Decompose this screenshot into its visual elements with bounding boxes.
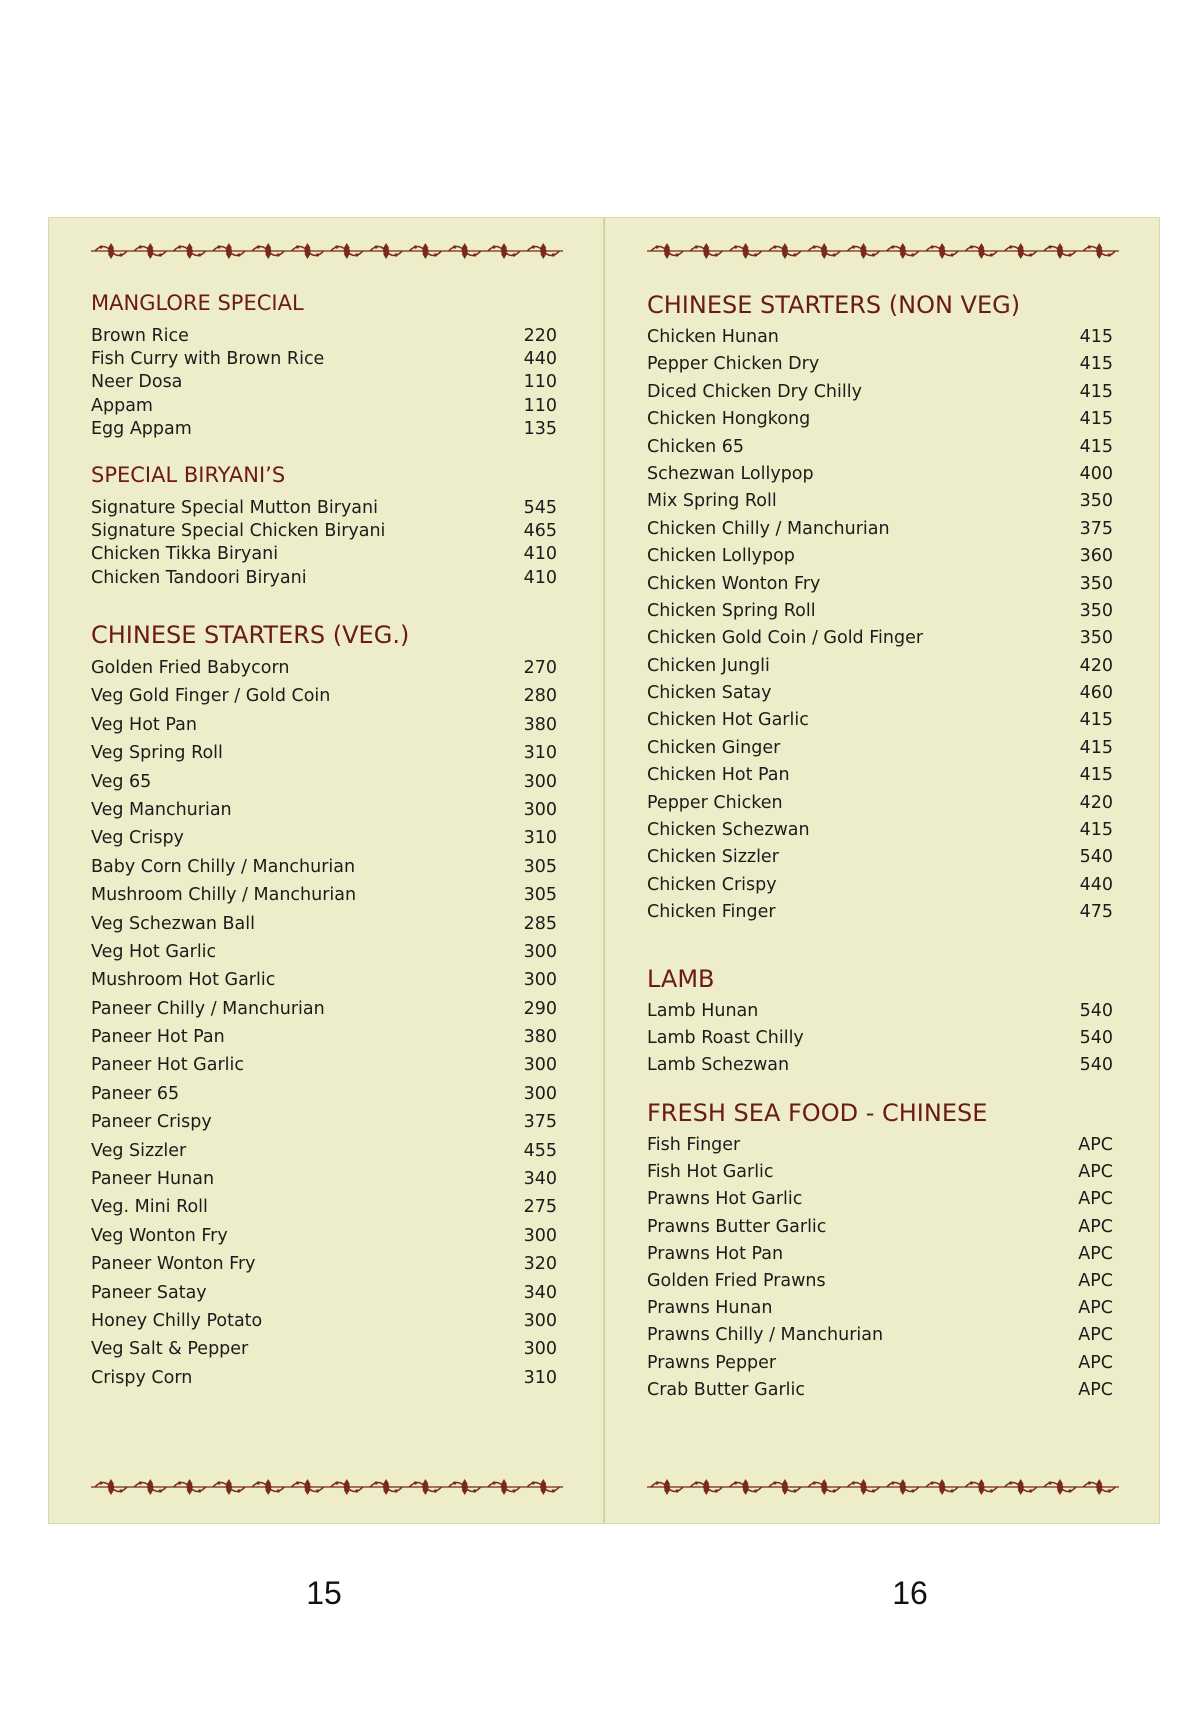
- menu-item: [91, 910, 557, 938]
- menu-item-price: 545: [523, 498, 557, 518]
- menu-item-name: Golden Fried Prawns: [647, 1270, 826, 1291]
- ornament-border-icon: [647, 1476, 1119, 1498]
- menu-item: [91, 966, 557, 994]
- menu-item: [91, 371, 557, 394]
- menu-item-name: Chicken Satay: [647, 683, 772, 704]
- menu-item: [647, 1186, 1113, 1213]
- menu-item-name: Lamb Roast Chilly: [647, 1028, 804, 1049]
- menu-item-name: Prawns Butter Garlic: [647, 1216, 827, 1237]
- page-number-15: 15: [306, 1575, 342, 1611]
- menu-item: [91, 853, 557, 881]
- section-special-biryanis: [91, 462, 557, 590]
- menu-item: [647, 1268, 1113, 1295]
- menu-item-price: 285: [523, 913, 557, 934]
- menu-item-name: Appam: [91, 395, 153, 416]
- menu-item-name: Mushroom Chilly / Manchurian: [91, 885, 357, 906]
- section-heading: SPECIAL BIRYANI’S: [91, 463, 286, 487]
- menu-item: [91, 543, 557, 566]
- menu-item-name: Brown Rice: [91, 326, 189, 346]
- menu-item: [91, 654, 557, 682]
- menu-item: [91, 796, 557, 824]
- menu-item-price: 300: [523, 1225, 557, 1246]
- menu-item: [91, 768, 557, 796]
- menu-page-15: [48, 217, 604, 1524]
- menu-item: [647, 571, 1113, 598]
- menu-item-name: Veg Crispy: [91, 828, 184, 849]
- menu-item-price: 380: [523, 714, 557, 735]
- menu-item-name: Chicken Crispy: [647, 874, 777, 895]
- menu-item-price: 375: [523, 1112, 557, 1133]
- menu-item-price: 310: [523, 743, 557, 764]
- section-heading: LAMB: [647, 965, 715, 993]
- menu-item: [91, 520, 557, 543]
- menu-item: [647, 1322, 1113, 1349]
- menu-item-name: Veg Hot Garlic: [91, 941, 217, 962]
- menu-item: [91, 567, 557, 590]
- menu-item-price: 400: [1079, 463, 1113, 484]
- menu-item: [91, 1222, 557, 1250]
- menu-item-name: Crispy Corn: [91, 1367, 193, 1388]
- menu-item: [647, 598, 1113, 625]
- menu-item: [647, 1132, 1113, 1159]
- page-number-16: 16: [892, 1575, 928, 1611]
- menu-item-price: 415: [1079, 737, 1113, 758]
- ornament-border-icon: [647, 240, 1119, 262]
- menu-item-name: Veg. Mini Roll: [91, 1197, 208, 1218]
- menu-item-name: Lamb Hunan: [647, 1001, 759, 1021]
- menu-item-name: Chicken Tikka Biryani: [91, 544, 279, 565]
- menu-item-price: 305: [523, 856, 557, 877]
- menu-item: [647, 1025, 1113, 1052]
- ornament-border-icon: [91, 1476, 563, 1498]
- menu-item-price: 415: [1079, 436, 1113, 457]
- menu-item-price: 275: [523, 1197, 557, 1218]
- menu-item-price: 350: [1079, 491, 1113, 512]
- menu-item-price: 415: [1079, 820, 1113, 841]
- menu-item-name: Prawns Hot Garlic: [647, 1189, 803, 1210]
- menu-item: [91, 1250, 557, 1278]
- menu-item-name: Chicken Chilly / Manchurian: [647, 518, 890, 539]
- menu-item-price: 415: [1079, 327, 1113, 347]
- menu-item-name: Paneer Chilly / Manchurian: [91, 998, 325, 1019]
- menu-item-price: 380: [523, 1027, 557, 1048]
- menu-item-price: 110: [523, 372, 557, 393]
- menu-item-price: 340: [523, 1169, 557, 1190]
- menu-item-price: 110: [523, 395, 557, 416]
- menu-item-price: 300: [523, 1055, 557, 1076]
- menu-item-price: APC: [1078, 1352, 1113, 1373]
- menu-item-name: Paneer Hot Garlic: [91, 1055, 244, 1076]
- menu-item-name: Golden Fried Babycorn: [91, 658, 290, 678]
- section-heading: CHINESE STARTERS (VEG.): [91, 621, 410, 649]
- menu-item-price: APC: [1078, 1243, 1113, 1264]
- menu-item: [91, 881, 557, 909]
- menu-item: [647, 516, 1113, 543]
- menu-item-price: APC: [1078, 1325, 1113, 1346]
- menu-item-price: 350: [1079, 573, 1113, 594]
- menu-item-price: 540: [1079, 1028, 1113, 1049]
- menu-item-name: Fish Curry with Brown Rice: [91, 349, 325, 370]
- menu-item: [91, 1023, 557, 1051]
- menu-item-name: Mushroom Hot Garlic: [91, 970, 276, 991]
- section-fresh-sea-food-chinese: [647, 1098, 1113, 1404]
- section-heading: MANGLORE SPECIAL: [91, 291, 304, 315]
- menu-item-name: Schezwan Lollypop: [647, 463, 814, 484]
- menu-item-price: APC: [1078, 1379, 1113, 1400]
- menu-item: [647, 1159, 1113, 1186]
- menu-item-name: Diced Chicken Dry Chilly: [647, 381, 862, 402]
- menu-item-name: Chicken Hot Pan: [647, 765, 790, 786]
- menu-item-price: 310: [523, 828, 557, 849]
- menu-item-name: Veg Spring Roll: [91, 743, 223, 764]
- menu-item-price: 540: [1079, 1055, 1113, 1076]
- menu-item: [647, 488, 1113, 515]
- menu-item-price: 415: [1079, 710, 1113, 731]
- menu-item-price: APC: [1078, 1298, 1113, 1319]
- menu-item: [91, 1364, 557, 1392]
- menu-item-price: 415: [1079, 409, 1113, 430]
- menu-item: [91, 418, 557, 441]
- menu-item-price: 220: [523, 326, 557, 346]
- menu-item-price: 340: [523, 1282, 557, 1303]
- menu-item: [647, 543, 1113, 570]
- menu-item-name: Pepper Chicken: [647, 792, 783, 813]
- menu-item: [647, 351, 1113, 378]
- menu-item-name: Paneer Wonton Fry: [91, 1254, 256, 1275]
- section-chinese-starters-veg: [91, 620, 557, 1392]
- menu-item: [647, 653, 1113, 680]
- menu-item-name: Chicken Wonton Fry: [647, 573, 821, 594]
- menu-item-price: 420: [1079, 655, 1113, 676]
- menu-item-price: APC: [1078, 1216, 1113, 1237]
- menu-item-price: 410: [523, 544, 557, 565]
- menu-item: [647, 817, 1113, 844]
- menu-item-name: Honey Chilly Potato: [91, 1310, 263, 1331]
- menu-item: [91, 1108, 557, 1136]
- menu-item-name: Chicken Lollypop: [647, 546, 795, 567]
- menu-item-price: 460: [1079, 683, 1113, 704]
- menu-item-price: 440: [523, 349, 557, 370]
- section-manglore-special: [91, 290, 557, 441]
- menu-item-name: Baby Corn Chilly / Manchurian: [91, 856, 356, 877]
- menu-item-price: 350: [1079, 628, 1113, 649]
- menu-item-price: 360: [1079, 546, 1113, 567]
- menu-item: [647, 762, 1113, 789]
- menu-item-name: Chicken Tandoori Biryani: [91, 567, 307, 588]
- menu-item-price: 420: [1079, 792, 1113, 813]
- menu-item-name: Chicken Hunan: [647, 327, 779, 347]
- menu-item-price: APC: [1078, 1162, 1113, 1183]
- section-heading: FRESH SEA FOOD - CHINESE: [647, 1099, 988, 1127]
- menu-item: [647, 461, 1113, 488]
- menu-item-price: 350: [1079, 600, 1113, 621]
- menu-item-price: 290: [523, 998, 557, 1019]
- menu-item-name: Egg Appam: [91, 418, 192, 439]
- menu-item: [91, 395, 557, 418]
- menu-item: [647, 680, 1113, 707]
- menu-item-name: Chicken Hot Garlic: [647, 710, 809, 731]
- menu-item-name: Fish Finger: [647, 1135, 741, 1155]
- menu-item-name: Paneer Hot Pan: [91, 1027, 225, 1048]
- menu-item-price: 305: [523, 885, 557, 906]
- menu-item-name: Veg Gold Finger / Gold Coin: [91, 686, 331, 707]
- menu-item: [91, 1335, 557, 1363]
- menu-item: [647, 735, 1113, 762]
- menu-item-name: Veg Wonton Fry: [91, 1225, 228, 1246]
- menu-item-price: 475: [1079, 902, 1113, 923]
- menu-item-price: 415: [1079, 381, 1113, 402]
- menu-item-price: 310: [523, 1367, 557, 1388]
- menu-item: [647, 1295, 1113, 1322]
- menu-item: [91, 1279, 557, 1307]
- menu-item-price: 455: [523, 1140, 557, 1161]
- menu-item-name: Veg Hot Pan: [91, 714, 197, 735]
- menu-item: [91, 995, 557, 1023]
- menu-item: [647, 899, 1113, 926]
- menu-item-name: Pepper Chicken Dry: [647, 354, 820, 375]
- menu-item: [647, 625, 1113, 652]
- menu-item: [647, 1350, 1113, 1377]
- menu-item-name: Chicken Schezwan: [647, 820, 810, 841]
- menu-item-name: Paneer Crispy: [91, 1112, 212, 1133]
- menu-item: [647, 707, 1113, 734]
- menu-page-16: [604, 217, 1160, 1524]
- menu-item-name: Prawns Chilly / Manchurian: [647, 1325, 884, 1346]
- menu-item-price: 300: [523, 1339, 557, 1360]
- menu-item-name: Paneer 65: [91, 1083, 180, 1104]
- menu-item: [647, 406, 1113, 433]
- menu-item-price: 300: [523, 970, 557, 991]
- menu-item-price: 415: [1079, 354, 1113, 375]
- menu-item-price: APC: [1078, 1189, 1113, 1210]
- menu-item: [91, 497, 557, 520]
- menu-item-name: Signature Special Mutton Biryani: [91, 498, 378, 518]
- menu-item-price: 320: [523, 1254, 557, 1275]
- menu-item-name: Chicken Ginger: [647, 737, 781, 758]
- menu-item: [647, 998, 1113, 1025]
- menu-item-price: 440: [1079, 874, 1113, 895]
- menu-item-name: Prawns Hot Pan: [647, 1243, 784, 1264]
- menu-item-name: Crab Butter Garlic: [647, 1379, 805, 1400]
- menu-item-price: 465: [523, 521, 557, 542]
- menu-item-price: 280: [523, 686, 557, 707]
- menu-item-name: Chicken Gold Coin / Gold Finger: [647, 628, 924, 649]
- menu-item-name: Veg 65: [91, 771, 152, 792]
- ornament-border-icon: [91, 240, 563, 262]
- section-heading: CHINESE STARTERS (NON VEG): [647, 291, 1021, 319]
- menu-item-name: Chicken Jungli: [647, 655, 770, 676]
- menu-item: [647, 379, 1113, 406]
- menu-item-price: APC: [1078, 1135, 1113, 1155]
- menu-item-name: Chicken Spring Roll: [647, 600, 816, 621]
- section-chinese-starters-non-veg: [647, 290, 1113, 927]
- menu-item-price: 410: [523, 567, 557, 588]
- menu-item: [91, 1080, 557, 1108]
- menu-item-price: APC: [1078, 1270, 1113, 1291]
- menu-item: [91, 1165, 557, 1193]
- menu-item: [647, 1052, 1113, 1079]
- menu-item: [91, 1137, 557, 1165]
- menu-item-price: 300: [523, 771, 557, 792]
- menu-item-name: Paneer Hunan: [91, 1169, 215, 1190]
- menu-item-name: Prawns Hunan: [647, 1298, 773, 1319]
- menu-item: [647, 1377, 1113, 1404]
- menu-item: [647, 872, 1113, 899]
- menu-item-name: Prawns Pepper: [647, 1352, 777, 1373]
- menu-item-name: Signature Special Chicken Biryani: [91, 521, 386, 542]
- menu-item-price: 135: [523, 418, 557, 439]
- menu-item: [647, 1214, 1113, 1241]
- menu-item-name: Veg Sizzler: [91, 1140, 187, 1161]
- menu-item: [91, 711, 557, 739]
- menu-item: [91, 1193, 557, 1221]
- menu-item: [91, 824, 557, 852]
- menu-item-name: Lamb Schezwan: [647, 1055, 790, 1076]
- menu-item-price: 540: [1079, 1001, 1113, 1021]
- menu-item-price: 300: [523, 1083, 557, 1104]
- menu-item-name: Veg Manchurian: [91, 799, 232, 820]
- menu-item-name: Chicken Sizzler: [647, 847, 779, 868]
- menu-item-price: 270: [523, 658, 557, 678]
- menu-item-name: Chicken Hongkong: [647, 409, 811, 430]
- menu-item-price: 300: [523, 941, 557, 962]
- menu-item-name: Veg Schezwan Ball: [91, 913, 255, 934]
- menu-item: [91, 682, 557, 710]
- menu-item-price: 300: [523, 799, 557, 820]
- menu-item: [91, 1051, 557, 1079]
- menu-item: [91, 938, 557, 966]
- menu-item-name: Veg Salt & Pepper: [91, 1339, 249, 1360]
- menu-item: [647, 844, 1113, 871]
- menu-item-name: Paneer Satay: [91, 1282, 207, 1303]
- menu-item: [647, 434, 1113, 461]
- menu-item: [91, 348, 557, 371]
- menu-item-price: 415: [1079, 765, 1113, 786]
- menu-item: [647, 1241, 1113, 1268]
- menu-item-price: 540: [1079, 847, 1113, 868]
- menu-item: [91, 739, 557, 767]
- menu-item: [647, 324, 1113, 351]
- menu-item-name: Fish Hot Garlic: [647, 1162, 774, 1183]
- menu-item-name: Mix Spring Roll: [647, 491, 777, 512]
- menu-item-name: Neer Dosa: [91, 372, 183, 393]
- section-lamb: [647, 964, 1113, 1080]
- menu-item-price: 300: [523, 1310, 557, 1331]
- menu-item-name: Chicken Finger: [647, 902, 776, 923]
- menu-item-name: Chicken 65: [647, 436, 744, 457]
- menu-item-price: 375: [1079, 518, 1113, 539]
- menu-item: [647, 790, 1113, 817]
- menu-item: [91, 1307, 557, 1335]
- menu-item: [91, 325, 557, 348]
